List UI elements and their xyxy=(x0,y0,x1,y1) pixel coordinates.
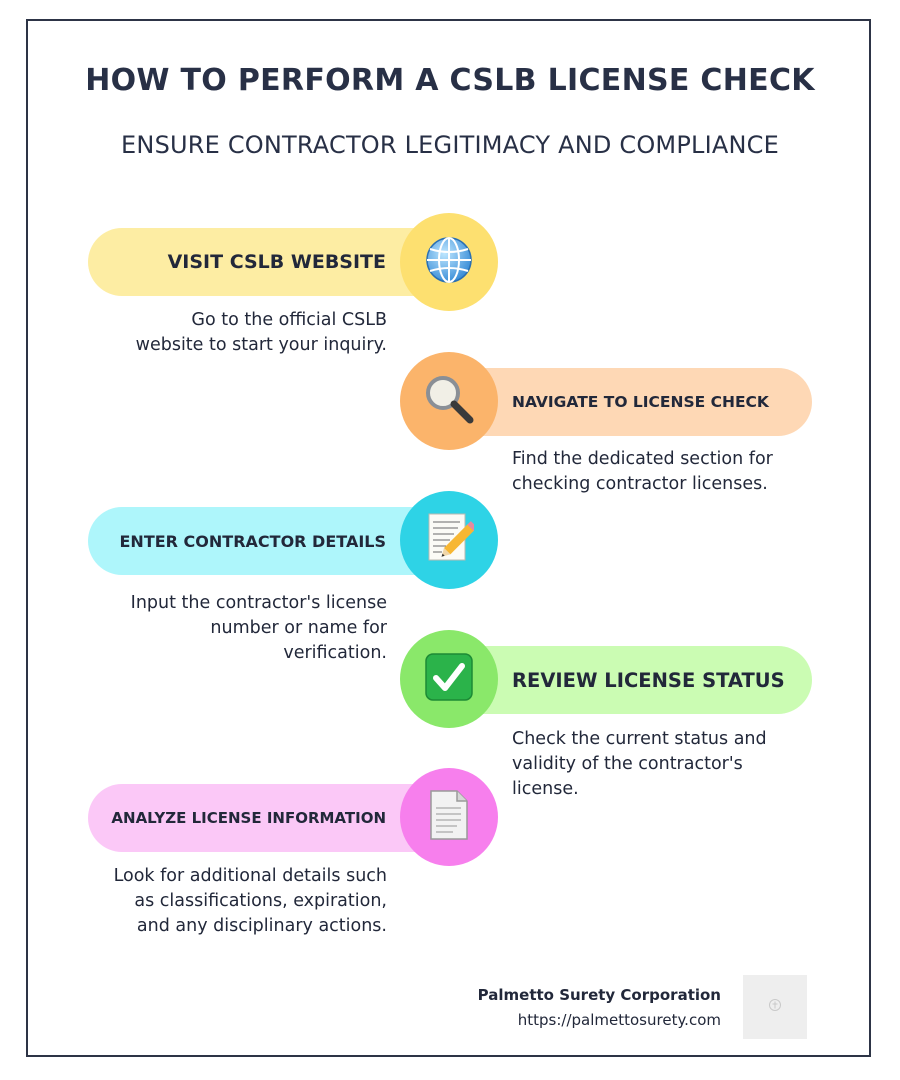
shield-logo-icon xyxy=(767,996,783,1019)
memo-pencil-icon xyxy=(424,511,474,570)
step-1-label: VISIT CSLB WEBSITE xyxy=(167,251,386,273)
step-5-description: Look for additional details such as classifications, expiration, and any disciplinary actions. xyxy=(113,866,387,936)
page-subtitle: ENSURE CONTRACTOR LEGITIMACY AND COMPLIANCE xyxy=(121,131,779,159)
step-5-pill xyxy=(88,784,448,852)
step-3-description: Input the contractor's license number or name for verification. xyxy=(130,593,387,663)
check-mark-icon xyxy=(424,652,474,707)
step-5-circle xyxy=(400,768,498,866)
step-1-circle xyxy=(400,213,498,311)
step-4-label: REVIEW LICENSE STATUS xyxy=(512,668,785,692)
step-5-label: ANALYZE LICENSE INFORMATION xyxy=(111,809,386,827)
step-2-label: NAVIGATE TO LICENSE CHECK xyxy=(512,393,769,411)
step-3-pill xyxy=(88,507,448,575)
step-2-description: Find the dedicated section for checking contractor licenses. xyxy=(512,449,773,494)
step-1-description: Go to the official CSLB website to start your inquiry. xyxy=(135,310,387,355)
step-2-circle xyxy=(400,352,498,450)
step-2-pill xyxy=(448,368,812,436)
globe-icon xyxy=(424,235,474,290)
step-4-pill xyxy=(448,646,812,714)
magnifying-glass-icon xyxy=(422,372,476,431)
company-name: Palmetto Surety Corporation xyxy=(477,986,721,1004)
step-3-label: ENTER CONTRACTOR DETAILS xyxy=(119,531,386,551)
company-logo xyxy=(743,975,807,1039)
page-title: HOW TO PERFORM A CSLB LICENSE CHECK xyxy=(85,63,815,98)
step-3-circle xyxy=(400,491,498,589)
step-1-pill xyxy=(88,228,448,296)
step-4-description: Check the current status and validity of the contractor's license. xyxy=(512,729,767,799)
step-4-circle xyxy=(400,630,498,728)
document-icon xyxy=(427,788,471,847)
company-url[interactable]: https://palmettosurety.com xyxy=(517,1011,721,1029)
